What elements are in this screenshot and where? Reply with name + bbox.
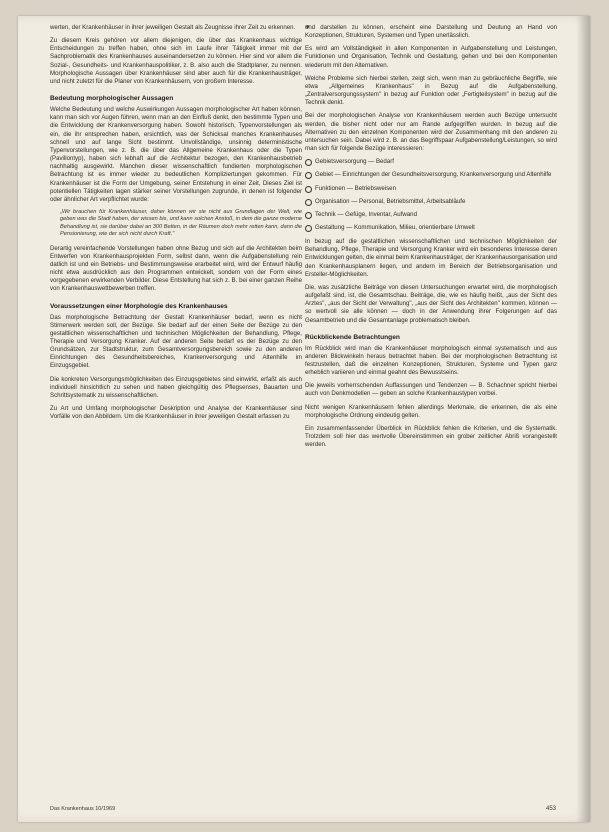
list-item: Funktionen — Betriebsweisen xyxy=(305,185,557,193)
right-paragraph-3: Welche Probleme sich hierbei stellen, zeigt sich, wenn man zu gebräuchliche Begriffe, wie etwa „Allgemeines Krankenhaus" in Bezug auf die Aufgabenstellung, „Zentralversorgungssystem" in bezug auf Funktion oder „Fertigteilsystem" in bezug auf die Technik denkt. xyxy=(305,74,557,107)
left-paragraph-1: werten, der Krankenhäuser in ihrer jeweiligen Gestalt als Zeugnisse ihrer Zeit zu erkennen. xyxy=(50,24,296,31)
right-paragraph-7: Im Rückblick wird man die Krankenhäuser morphologisch einmal systematisch und aus anderen Blickwinkeln heraus betrachtet haben. Bei der morphologischen Betrachtung ist festzustellen, daß die einzelnen Konzeptionen, Strukturen, Systeme und Typen ganz erheblich variieren und einmal geahnt des Bewusstseins. xyxy=(305,344,557,377)
list-item: Organisation — Personal, Betriebsmittel, Arbeitsabläufe xyxy=(305,198,557,206)
right-column xyxy=(305,24,557,454)
heading-voraussetzungen: Voraussetzungen einer Morphologie des Krankenhauses xyxy=(50,302,228,310)
list-item: Technik — Gefüge, Inventar, Aufwand xyxy=(305,211,557,219)
right-paragraph-8: Die jeweils vorherrschenden Auffassungen und Tendenzen — B. Schachner spricht hierbei auch von Denkmodellen — geben an solche Krankenhaustypen vorbei. xyxy=(305,382,557,398)
left-paragraph-7: Zu Art und Umfang morphologischer Deskription und Analyse der Krankenhäuser sind Vorfälle von den Abbildern. Um die Krankenhäuser in ihrer jeweiligen Gestalt erfassen zu xyxy=(50,405,302,421)
heading-rueckblickende: Rückblickende Betrachtungen xyxy=(305,333,400,341)
list-item: Gestaltung — Kommunikation, Milieu, orientierbare Umwelt xyxy=(305,224,557,232)
right-paragraph-10: Ein zusammenfassender Überblick im Rückblick fehlen die Kriterien, und die Systematik. Trotzdem soll hier das wertvolle Übereinstimmen ein grober zeitlicher Abriß vorangestellt werden. xyxy=(305,424,557,449)
left-paragraph-6: Die konkreten Versorgungsmöglichkeiten des Einzugsgebietes sind einwirkt, erfaßt als auch individuell hinsichtlich zu sehen und haben gleichgültig des Pflegsenses, Bauarten und Schrittsystematik zu wissenschaftlichen. xyxy=(50,375,302,399)
page-number: 453 xyxy=(545,806,556,812)
left-paragraph-4: Derartig vereinfachende Vorstellungen haben ohne Bezug und sich auf die Architekten beim Entwerfen von Krankenhausprojekten Form, selbst dann, wenn die Aufgabenstellung rein datlich ist und ein Betriebs- und Bestimmungsweise erarbeitet wird, wird der Entwurf häufig nicht etwa ausdrücklich aus den Programmen entwickelt, sondern von der Form eines vorgegebenen erwirkenden Verbilder. Diese Entstellung hat sich z. B. bei einer ganzen Reihe von Krankenhauswettbewerben treffen. xyxy=(50,244,302,293)
right-paragraph-9: Nicht wenigen Krankenhäusern fehlen allerdings Merkmale, die erkennen, die als eine morphologische Ordnung eindeutig gelten. xyxy=(305,403,557,419)
right-paragraph-2: Es wird am Vollständigkeit in allen Komponenten in Aufgabenstellung und Leistungen, Funktionen und Organisation, Technik und Gestaltung, gehen und bei den Komponenten wiederum mit den Alternativen. xyxy=(305,45,557,69)
list-item: Gebiet — Einrichtungen der Gesundheitsversorgung, Krankenversorgung und Altenhilfe xyxy=(305,171,557,179)
heading-bedeutung: Bedeutung morphologischer Aussagen xyxy=(50,95,174,103)
list-item: Gebietsversorgung — Bedarf xyxy=(305,158,557,166)
left-column xyxy=(50,24,302,426)
quotation-block: „Wir brauchen für Krankenhäuser, daher können wir sie nicht aus Grundlagen der Welt, wie geben was die Stadt haben, der wissen bis, und kann solchen Anstoß, in dem die ganze moderne Behandlung ist, sie darüber dabei an 300 Betten, in der Räumen doch mehr retten kann, dann die Pensionierung, wie der sich nicht durch Kraft." xyxy=(60,208,302,238)
document-page xyxy=(18,16,590,822)
relation-list xyxy=(305,158,557,232)
right-paragraph-4: Bei der morphologischen Analyse von Krankenhäusern werden auch Bezüge untersucht werden, die bisher nicht oder nur am Rande aufgegriffen wurden. In bezug auf die Alternativen zu den einzelnen Komponenten wird der Zusammenhang mit den anderen zu untersuchen sein. Dabei wird z. B. an das Begriffspaar Aufgabenstellung/Leistungen, so wird man sich für folgende Bezüge interessieren: xyxy=(305,112,557,153)
right-paragraph-6: Die, was zusätzliche Beiträge von diesen Untersuchungen erwartet wird, die morphologisch aufgefaßt sind, ist, die Gesamtschau. Beiträge, die, wie es häufig heißt, „aus der Sicht des Arztes", „aus der Sicht der Verwaltung", „aus der Sicht des Architekten" kommen, können — so wertvoll sie alle können — doch in der Anwendung ihrer Folgerungen auf das Gesamtbetrieb und die Gesamtanlage problematisch bleiben. xyxy=(305,283,557,324)
right-paragraph-1: und darstellen zu können, erscheint eine Darstellung und Deutung an Hand von Konzeptionen, Strukturen, Systemen und Typen unerlässlich. xyxy=(305,24,557,40)
right-paragraph-5: In bezug auf die gestaltlichen wissenschaftlichen und technischen Möglichkeiten der Behandlung, Pflege, Therapie und Versorgung Kranker wird ein besonderes Interesse deren Entwicklungen gelten, die einmal beim Krankenhausträger, der Krankenhausorganisation und den Krankenhausplanern liegen, und andern im Bereich der Betriebsorganisation und Ersteller-Möglichkeiten. xyxy=(305,238,557,278)
left-paragraph-2: Zu diesem Kreis gehören vor allem diejenigen, die über das Krankenhaus wichtige Entscheidungen zu treffen haben, ohne sich im Laufe ihrer Tätigkeit immer mit der Sachproblematik des Krankenhauses auseinandersetzen zu können. Hier sind vor allem die Sozial-, Gesundheits- und Krankenhauspolitiker, z. B. also auch die Stadtplaner, zu nennen. Morphologische Aussagen über Krankenhäuser sind aber auch für die Krankenhausträger, und nicht zuletzt für die Planer von Krankenhäusern, von großem Interesse. xyxy=(50,37,302,85)
page-spine-shadow xyxy=(576,16,590,822)
left-paragraph-3: Welche Bedeutung und welche Auswirkungen Aussagen morphologischer Art haben können, kann man sich vor Augen führen, wenn man an den Einfluß denkt, den bestimmte Typen und die Entwicklung der Krankenversorgung haben. Sowohl historisch, Typenvorstellungen als ein, die ihr entsprechen haben, ersichtlich, was der Schicksal manches Krankenhauses schnell und auf lange Sicht bestimmt. Unvollständige, unsinnig deterministische Typenvorstellungen, wie z. B. die über das Allgemeine Krankenhaus oder die Typen (Pavillontyp), haben sich lebhaft auf die Architektur bezogen, den Krankenhausbetrieb nachhaltig ausgewirkt. Manchen dieser wissenschaftlich fundierten morphologischen Betrachtung ist es immer wieder zu bedeutlichen Kompliziertungen gekommen. Für Krankenhäuser ist die Form der Umgebung, seiner Entstehung in einer Zeit, Dieses Ziel ist potentiellen Tätigkeiten lagen stärker seiner Vorstellungen zugrunde, in denen ist folgender oder ähnlicher Art verpflichtet wurde: xyxy=(50,106,302,203)
left-paragraph-5: Das morphologische Betrachtung der Gestalt Krankenhäuser bedarf, wenn es nicht Stirnerwerk werden soll, der Bezüge. Sie bedarf auf der einen Seite der Bezüge zu den gestaltlichen wissenschaftlichen und technischen Möglichkeiten der Behandlung, Pflege, Therapie und Versorgung Kranker. Auf der anderen Seite bedarf es der Bezüge zu den Grundsätzen, zur Stadtstruktur, zum Gesamtversorgungsbereich sowie zu den anderen Einrichtungen des Gesundheitsbereiches, Krankenversorgung und Altenhilfe im Einzugsgebiet. xyxy=(50,313,302,370)
journal-footer: Das Krankenhaus 10/1969 xyxy=(50,806,116,812)
